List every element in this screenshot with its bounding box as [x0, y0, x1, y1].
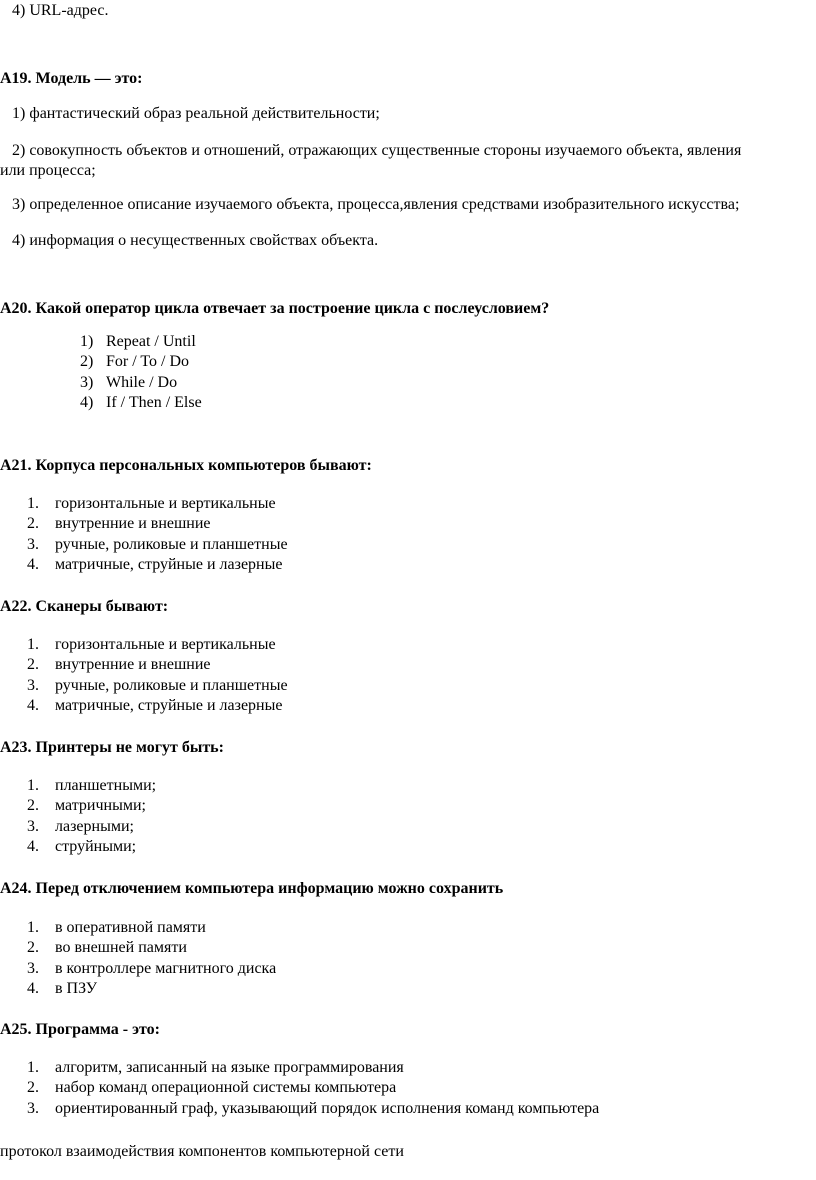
list-item-text: For / To / Do	[106, 353, 190, 371]
list-item-number: 4.	[27, 837, 39, 855]
list-item-number: 3.	[27, 676, 39, 694]
list-item-number: 2.	[27, 1079, 39, 1097]
list-item-number: 4.	[27, 696, 39, 714]
question-a25-heading: А25. Программа - это:	[0, 1021, 160, 1038]
question-a19-heading: А19. Модель — это:	[0, 70, 143, 87]
list-item-number: 1.	[27, 636, 39, 653]
list-item-number: 2.	[27, 939, 39, 957]
a19-option-2-continuation: или процесса;	[0, 162, 96, 179]
list-item-text: матричные, струйные и лазерные	[55, 696, 283, 714]
list-item-text: ручные, роликовые и планшетные	[55, 535, 288, 553]
list-item-number: 1.	[27, 495, 39, 512]
question-a23-heading: А23. Принтеры не могут быть:	[0, 739, 224, 756]
list-item-text: ориентированный граф, указывающий порядок исполнения команд компьютера	[55, 1099, 600, 1117]
a25-trailing-text: протокол взаимодействия компонентов компьютерной сети	[0, 1143, 404, 1160]
list-item-text: лазерными;	[55, 817, 134, 835]
list-item-number: 1.	[27, 777, 39, 794]
list-item-number: 4.	[27, 979, 39, 997]
question-a22-heading: А22. Сканеры бывают:	[0, 598, 169, 615]
list-item-number: 3.	[27, 817, 39, 835]
list-item-number: 4.	[27, 555, 39, 573]
list-item-number: 3.	[27, 959, 39, 977]
list-item-number: 1.	[27, 1059, 39, 1076]
list-item-number: 4)	[80, 393, 94, 411]
list-item-text: матричные, струйные и лазерные	[55, 555, 283, 573]
a19-option-3: 3) определенное описание изучаемого объекта, процесса,явления средствами изобразительного искусства;	[12, 196, 740, 213]
list-item-number: 2.	[27, 656, 39, 674]
list-item-text: матричными;	[55, 797, 146, 815]
list-item-text: планшетными;	[55, 777, 157, 794]
list-item-text: алгоритм, записанный на языке программирования	[55, 1059, 404, 1076]
list-item-text: горизонтальные и вертикальные	[55, 636, 276, 653]
a19-option-2: 2) совокупность объектов и отношений, отражающих существенные стороны изучаемого объекта, явления	[12, 142, 742, 159]
list-item-number: 2.	[27, 797, 39, 815]
a19-option-4: 4) информация о несущественных свойствах объекта.	[12, 232, 379, 249]
list-item-text: набор команд операционной системы компьютера	[55, 1079, 397, 1097]
list-item-text: Repeat / Until	[106, 333, 196, 350]
list-item-number: 2)	[80, 353, 94, 371]
list-item-text: в контроллере магнитного диска	[55, 959, 277, 977]
list-item-number: 2.	[27, 515, 39, 533]
list-item-text: струйными;	[55, 837, 137, 855]
question-a21-heading: А21. Корпуса персональных компьютеров бывают:	[0, 457, 372, 474]
list-item-number: 1.	[27, 919, 39, 936]
list-item-text: внутренние и внешние	[55, 515, 211, 533]
list-item-text: ручные, роликовые и планшетные	[55, 676, 288, 694]
list-item-text: в оперативной памяти	[55, 919, 206, 936]
list-item-number: 3)	[80, 373, 94, 391]
list-item-number: 1)	[80, 333, 94, 350]
list-item-text: внутренние и внешние	[55, 656, 211, 674]
list-item-text: во внешней памяти	[55, 939, 187, 957]
list-item-number: 3.	[27, 535, 39, 553]
question-a20-heading: А20. Какой оператор цикла отвечает за построение цикла с послеусловием?	[0, 300, 550, 317]
a19-option-1: 1) фантастический образ реальной действительности;	[12, 105, 380, 122]
list-item-text: в ПЗУ	[55, 979, 98, 997]
list-item-text: While / Do	[106, 373, 178, 391]
list-item-number: 3.	[27, 1099, 39, 1117]
list-item-text: горизонтальные и вертикальные	[55, 495, 276, 512]
list-item-text: If / Then / Else	[106, 393, 202, 411]
top-line: 4) URL-адрес.	[12, 2, 109, 19]
question-a24-heading: А24. Перед отключением компьютера информацию можно сохранить	[0, 880, 504, 897]
